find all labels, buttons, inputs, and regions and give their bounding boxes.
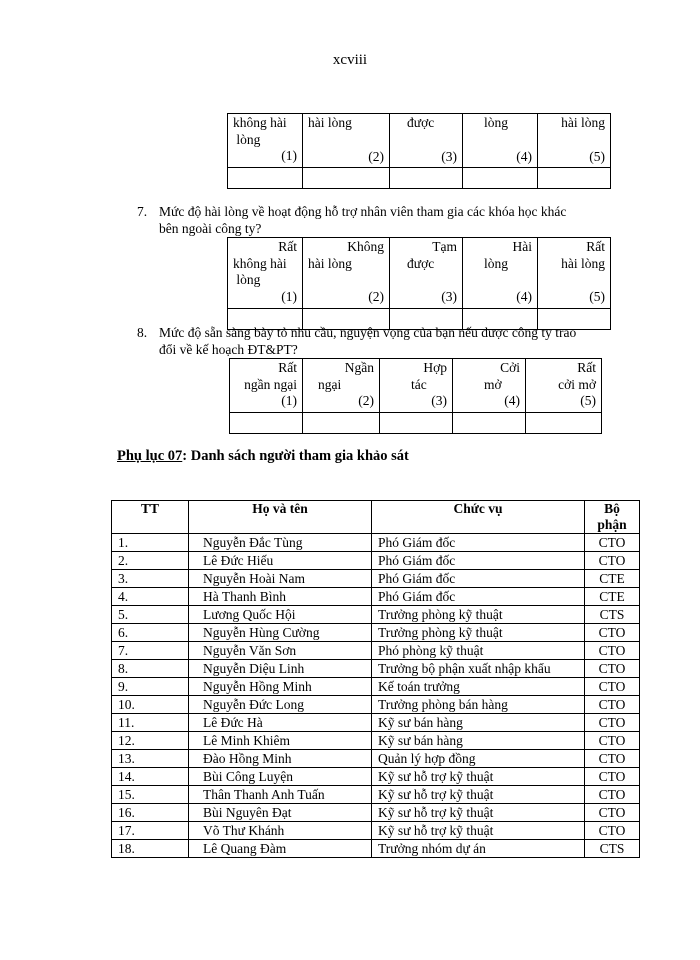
table-row [112, 786, 640, 804]
person-position: Trưởng bộ phận xuất nhập khẩu [372, 660, 585, 678]
person-position: Phó Giám đốc [372, 534, 585, 552]
person-position: Kế toán trưởng [372, 678, 585, 696]
row-number: 9. [112, 678, 189, 696]
table-row [112, 570, 640, 588]
person-name: Nguyễn Đức Long [189, 696, 372, 714]
table-row [112, 678, 640, 696]
q8-scale-cell-2: Ngần ngại (2) [303, 359, 380, 413]
q8-answer-cell[interactable] [526, 412, 602, 433]
table-row [112, 750, 640, 768]
q8-scale-cell-4: Cởi mở (4) [453, 359, 526, 413]
q6-scale-label: hài lòng [561, 115, 605, 130]
appendix-heading [117, 448, 409, 465]
person-name: Lê Đức Hiếu [189, 552, 372, 570]
row-number: 13. [112, 750, 189, 768]
q6-scale-number: (4) [516, 148, 532, 164]
person-department: CTE [585, 570, 640, 588]
person-department: CTO [585, 660, 640, 678]
participants-table [111, 500, 640, 858]
q8-answer-cell[interactable] [230, 412, 303, 433]
table-row [112, 822, 640, 840]
participants-header-row [112, 501, 640, 534]
person-position: Phó Giám đốc [372, 570, 585, 588]
row-number: 7. [112, 642, 189, 660]
table-row [112, 804, 640, 822]
person-department: CTO [585, 822, 640, 840]
person-department: CTO [585, 534, 640, 552]
q8-scale-number: (2) [358, 393, 374, 408]
person-position: Trưởng phòng kỹ thuật [372, 606, 585, 624]
person-position: Trưởng nhóm dự án [372, 840, 585, 858]
q6-scale-label: không hài lòng [233, 115, 287, 147]
person-department: CTS [585, 840, 640, 858]
q6-scale-cell-5 [538, 114, 611, 168]
person-department: CTO [585, 786, 640, 804]
table-row [112, 660, 640, 678]
q7-scale-number: (5) [589, 289, 605, 304]
q8-scale-cell-3: Hợp tác (3) [380, 359, 453, 413]
table-row [112, 552, 640, 570]
person-department: CTO [585, 678, 640, 696]
person-position: Kỹ sư bán hàng [372, 714, 585, 732]
header-tt: TT [112, 501, 189, 534]
person-name: Đào Hồng Minh [189, 750, 372, 768]
person-department: CTO [585, 732, 640, 750]
person-name: Nguyễn Hồng Minh [189, 678, 372, 696]
q6-answer-row [228, 168, 611, 189]
person-department: CTO [585, 624, 640, 642]
table-row [112, 840, 640, 858]
person-position: Kỹ sư hỗ trợ kỹ thuật [372, 786, 585, 804]
q7-scale-cell-2: Không hài lòng (2) [303, 238, 390, 309]
person-name: Thân Thanh Anh Tuấn [189, 786, 372, 804]
question-8-text-line-1: Mức độ sẵn sàng bày tỏ nhu cầu, nguyện vọng của bạn nếu được công ty trao [159, 325, 577, 340]
q8-answer-cell[interactable] [380, 412, 453, 433]
question-7-number: 7. [137, 204, 148, 219]
q7-scale-cell-3: Tạm được (3) [390, 238, 463, 309]
person-name: Lê Minh Khiêm [189, 732, 372, 750]
q7-scale-cell-1: Rất không hài lòng (1) [228, 238, 303, 309]
q8-answer-cell[interactable] [453, 412, 526, 433]
q6-scale-number: (3) [441, 148, 457, 164]
q8-scale-number: (4) [504, 393, 520, 408]
q6-scale-label: hài lòng [308, 115, 352, 130]
person-position: Quản lý hợp đồng [372, 750, 585, 768]
q8-scale-number: (3) [431, 393, 447, 408]
row-number: 6. [112, 624, 189, 642]
q6-answer-cell[interactable] [463, 168, 538, 189]
person-department: CTO [585, 696, 640, 714]
table-row [112, 588, 640, 606]
q6-scale-number: (1) [281, 148, 297, 163]
person-name: Nguyễn Diệu Linh [189, 660, 372, 678]
table-row [112, 768, 640, 786]
appendix-title: : Danh sách người tham gia khảo sát [182, 448, 409, 464]
q6-answer-cell[interactable] [228, 168, 303, 189]
row-number: 2. [112, 552, 189, 570]
person-position: Phó Giám đốc [372, 552, 585, 570]
person-name: Bùi Công Luyện [189, 768, 372, 786]
q6-scale-table [227, 113, 611, 189]
q7-scale-number: (3) [441, 289, 457, 304]
q6-scale-number: (2) [368, 148, 384, 164]
question-7-text-line-2: bên ngoài công ty? [159, 221, 262, 236]
person-position: Kỹ sư hỗ trợ kỹ thuật [372, 822, 585, 840]
person-position: Trưởng phòng bán hàng [372, 696, 585, 714]
q6-answer-cell[interactable] [538, 168, 611, 189]
q6-scale-cell-4 [463, 114, 538, 168]
table-row [112, 624, 640, 642]
q8-answer-cell[interactable] [303, 412, 380, 433]
question-8-text-line-2: đổi về kế hoạch ĐT&PT? [159, 342, 298, 357]
person-position: Phó Giám đốc [372, 588, 585, 606]
question-7-text-line-1: Mức độ hài lòng về hoạt động hỗ trợ nhân viên tham gia các khóa học khác [159, 204, 567, 219]
table-row [112, 714, 640, 732]
row-number: 15. [112, 786, 189, 804]
person-name: Lê Quang Đàm [189, 840, 372, 858]
page-number: xcviii [332, 52, 368, 68]
header-name: Họ và tên [189, 501, 372, 534]
table-row [112, 534, 640, 552]
person-department: CTS [585, 606, 640, 624]
person-department: CTO [585, 750, 640, 768]
question-8 [137, 324, 657, 358]
q8-scale-header-row [230, 359, 602, 413]
row-number: 17. [112, 822, 189, 840]
table-row [112, 606, 640, 624]
header-position: Chức vụ [372, 501, 585, 534]
q6-scale-header-row [228, 114, 611, 168]
row-number: 10. [112, 696, 189, 714]
q7-scale-header-row [228, 238, 611, 309]
row-number: 8. [112, 660, 189, 678]
q6-scale-cell-1 [228, 114, 303, 168]
person-department: CTO [585, 768, 640, 786]
person-name: Bùi Nguyên Đạt [189, 804, 372, 822]
person-name: Nguyễn Hùng Cường [189, 624, 372, 642]
person-name: Nguyễn Hoài Nam [189, 570, 372, 588]
q6-scale-number: (5) [589, 148, 605, 164]
person-name: Hà Thanh Bình [189, 588, 372, 606]
person-department: CTE [585, 588, 640, 606]
row-number: 5. [112, 606, 189, 624]
q6-scale-label: được [407, 115, 435, 130]
q8-scale-table [229, 358, 602, 434]
person-name: Lương Quốc Hội [189, 606, 372, 624]
row-number: 14. [112, 768, 189, 786]
person-department: CTO [585, 552, 640, 570]
person-department: CTO [585, 714, 640, 732]
question-8-number: 8. [137, 325, 148, 340]
participants-body [112, 534, 640, 858]
q6-scale-cell-3 [390, 114, 463, 168]
q7-scale-number: (2) [368, 289, 384, 304]
table-row [112, 696, 640, 714]
row-number: 12. [112, 732, 189, 750]
person-position: Phó phòng kỹ thuật [372, 642, 585, 660]
person-department: CTO [585, 804, 640, 822]
q7-scale-cell-4: Hài lòng (4) [463, 238, 538, 309]
q7-scale-number: (1) [281, 288, 297, 304]
person-department: CTO [585, 642, 640, 660]
row-number: 16. [112, 804, 189, 822]
appendix-label: Phụ lục 07 [117, 448, 183, 464]
person-name: Nguyễn Văn Sơn [189, 642, 372, 660]
q8-scale-number: (5) [580, 393, 596, 408]
person-position: Kỹ sư bán hàng [372, 732, 585, 750]
row-number: 4. [112, 588, 189, 606]
person-position: Trưởng phòng kỹ thuật [372, 624, 585, 642]
q6-answer-cell[interactable] [303, 168, 390, 189]
q8-scale-number: (1) [281, 393, 297, 408]
question-7 [137, 203, 647, 237]
person-name: Võ Thư Khánh [189, 822, 372, 840]
row-number: 3. [112, 570, 189, 588]
table-row [112, 732, 640, 750]
row-number: 11. [112, 714, 189, 732]
q6-scale-cell-2 [303, 114, 390, 168]
q8-scale-cell-1: Rất ngần ngại (1) [230, 359, 303, 413]
person-name: Lê Đức Hà [189, 714, 372, 732]
q8-scale-cell-5: Rất cởi mở (5) [526, 359, 602, 413]
q8-answer-row [230, 412, 602, 433]
person-position: Kỹ sư hỗ trợ kỹ thuật [372, 804, 585, 822]
q7-scale-table [227, 237, 611, 330]
person-name: Nguyễn Đắc Tùng [189, 534, 372, 552]
q7-scale-number: (4) [516, 289, 532, 304]
row-number: 18. [112, 840, 189, 858]
q6-answer-cell[interactable] [390, 168, 463, 189]
q7-scale-cell-5: Rất hài lòng (5) [538, 238, 611, 309]
header-department: Bộ phận [585, 501, 640, 534]
table-row [112, 642, 640, 660]
person-position: Kỹ sư hỗ trợ kỹ thuật [372, 768, 585, 786]
row-number: 1. [112, 534, 189, 552]
q6-scale-label: lòng [484, 115, 509, 130]
